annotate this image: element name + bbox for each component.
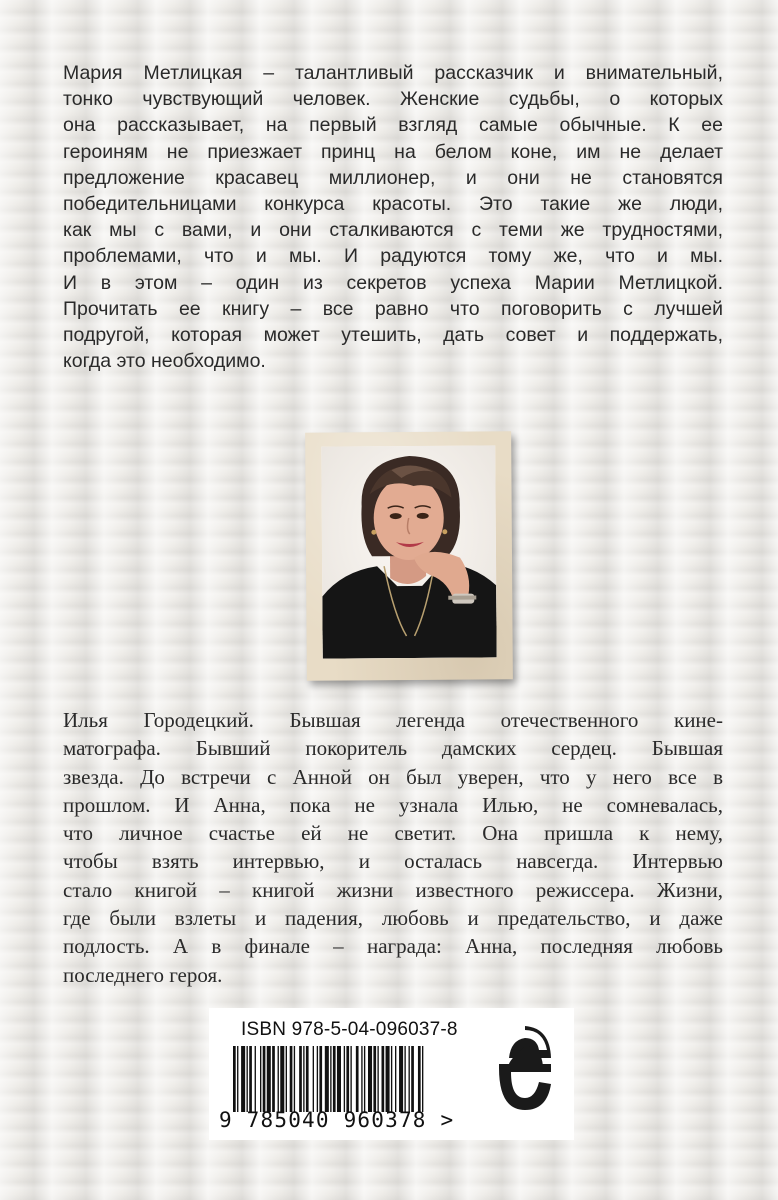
barcode-bar (294, 1046, 295, 1112)
annotation-bottom-line: подлость. А в финале – награда: Анна, последняя любовь (63, 934, 723, 959)
barcode-bar (337, 1046, 341, 1112)
annotation-bottom (63, 706, 723, 989)
barcode-icon (233, 1046, 481, 1112)
author-photo-frame (305, 431, 513, 680)
barcode-bar (263, 1046, 266, 1112)
author-portrait-icon (321, 445, 496, 658)
barcode-bar (278, 1046, 279, 1112)
annotation-bottom-line: матографа. Бывший покоритель дамских сердец. Бывшая (63, 736, 723, 761)
barcode-bar (303, 1046, 304, 1112)
barcode-bar (313, 1046, 314, 1112)
annotation-top-line: как мы с вами, и они сталкиваются с теми же трудностями, (63, 219, 723, 242)
annotation-bottom-line: прошлом. И Анна, пока не узнала Илью, не сомневалась, (63, 792, 723, 817)
barcode-bar (346, 1046, 349, 1112)
barcode-bar (241, 1046, 245, 1112)
annotation-top-line: она рассказывает, на первый взгляд самые обычные. К ее (63, 114, 723, 137)
barcode-bar (399, 1046, 403, 1112)
barcode-bar (418, 1046, 421, 1112)
barcode-bar (368, 1046, 372, 1112)
barcode-bar (247, 1046, 248, 1112)
annotation-bottom-line: последнего героя. (63, 962, 223, 987)
barcode-bar (299, 1046, 302, 1112)
barcode-bar (386, 1046, 390, 1112)
barcode-bar (404, 1046, 405, 1112)
barcode-bar (306, 1046, 309, 1112)
annotation-top-line: Мария Метлицкая – талантливый рассказчик и внимательный, (63, 62, 723, 84)
annotation-top-line: проблемами, что и мы. И радуются тому же, что и мы. (63, 245, 723, 268)
annotation-top-line: героиням не приезжает принц на белом коне, им не делает (63, 140, 723, 163)
barcode-bar (344, 1046, 345, 1112)
annotation-top-line: И в этом – один из секретов успеха Марии Метлицкой. (63, 271, 723, 294)
barcode-bar (391, 1046, 392, 1112)
annotation-top-line: тонко чувствующий человек. Женские судьбы, о которых (63, 88, 723, 111)
annotation-top-line: победительницами конкурса красоты. Это такие же люди, (63, 193, 723, 216)
barcode-bar (382, 1046, 385, 1112)
barcode-bar (267, 1046, 271, 1112)
barcode-bar (330, 1046, 331, 1112)
barcode-bar (350, 1046, 351, 1112)
barcode-bar (409, 1046, 410, 1112)
barcode-bar (319, 1046, 322, 1112)
annotation-top (63, 60, 723, 374)
barcode-bar (377, 1046, 378, 1112)
annotation-bottom-line: где были взлеты и падения, любовь и предательство, и даже (63, 906, 723, 931)
annotation-top-line: когда это необходимо. (63, 350, 266, 373)
annotation-bottom-line: стало книгой – книгой жизни известного режиссера. Жизни, (63, 877, 723, 902)
barcode-bar (411, 1046, 414, 1112)
annotation-bottom-line: чтобы взять интервью, и осталась навсегда. Интервью (63, 849, 723, 874)
barcode-bar (356, 1046, 359, 1112)
annotation-bottom-line: звезда. До встречи с Анной он был уверен, что у него все в (63, 764, 723, 789)
annotation-top-line: подругой, которая может утешить, дать совет и поддержать, (63, 324, 723, 347)
barcode-bar (422, 1046, 423, 1112)
annotation-top-line: Прочитать ее книгу – все равно что поговорить с лучшей (63, 297, 723, 320)
barcode-bar (280, 1046, 284, 1112)
barcode-bar (286, 1046, 287, 1112)
barcode-bar (361, 1046, 362, 1112)
annotation-bottom-line: Илья Городецкий. Бывшая легенда отечественного кине- (63, 708, 723, 732)
barcode-bar (255, 1046, 256, 1112)
eksmo-logo-icon (495, 1022, 555, 1114)
barcode-bar (325, 1046, 329, 1112)
barcode-bar (249, 1046, 252, 1112)
barcode-bar (373, 1046, 376, 1112)
barcode-bar (395, 1046, 396, 1112)
barcode-bar (260, 1046, 261, 1112)
barcode-bar (333, 1046, 336, 1112)
annotation-bottom-line: что личное счастье ей не светит. Она пришла к нему, (63, 821, 723, 846)
isbn-label: ISBN 978-5-04-096037-8 (241, 1019, 458, 1040)
barcode-digits: 9 785040 960378 > (219, 1108, 455, 1132)
barcode-bar (237, 1046, 238, 1112)
barcode-bar (364, 1046, 365, 1112)
barcode-bar (233, 1046, 236, 1112)
annotation-top-line: предложение красавец миллионер, и они не становятся (63, 166, 723, 189)
barcode-bar (317, 1046, 318, 1112)
barcode-bar (290, 1046, 293, 1112)
barcode-bar (272, 1046, 275, 1112)
